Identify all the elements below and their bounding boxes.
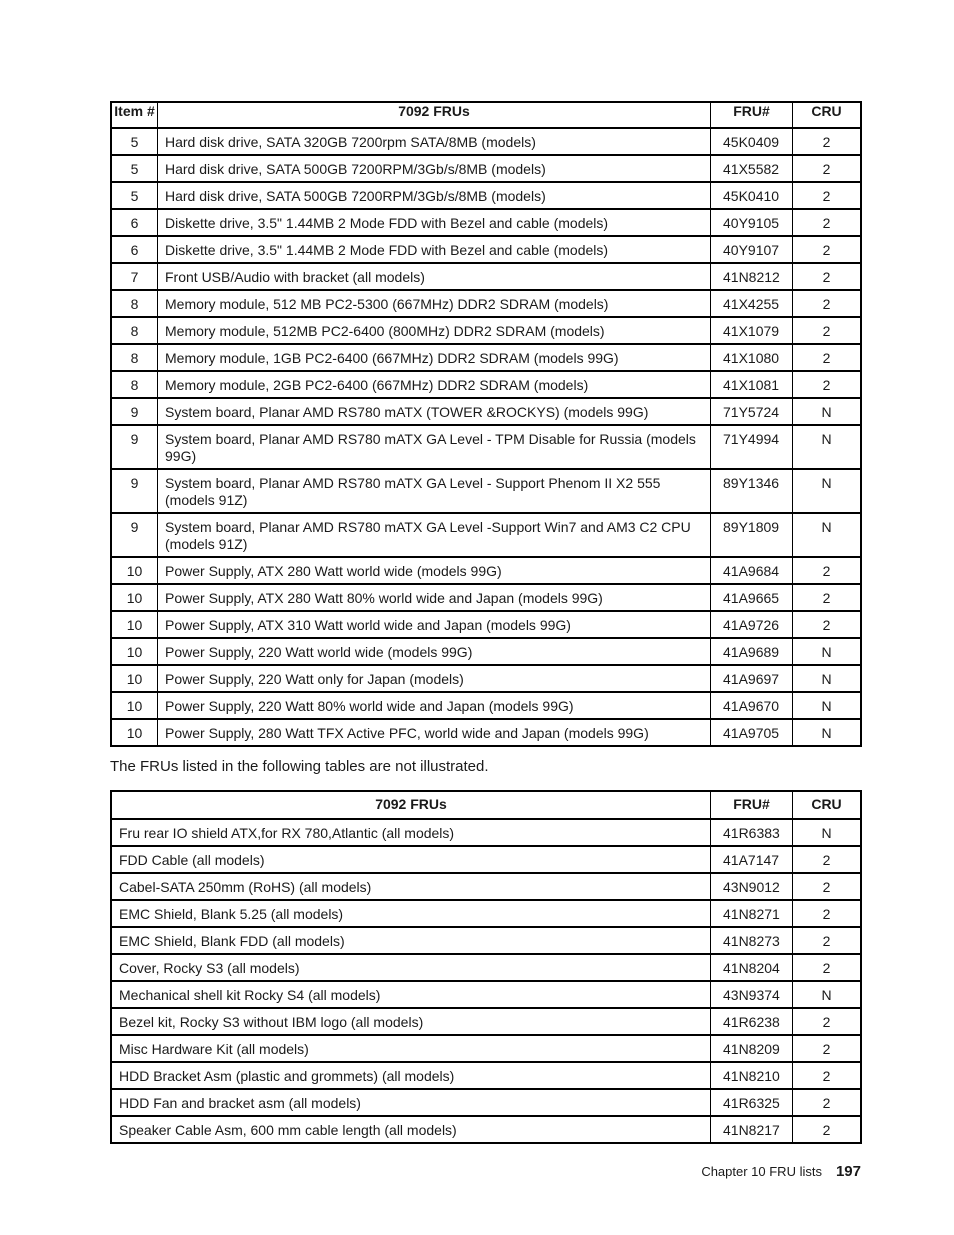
item-cell: 5 [111, 182, 158, 209]
fru-number-cell: 41X1079 [711, 317, 793, 344]
item-cell: 8 [111, 371, 158, 398]
item-cell: 10 [111, 665, 158, 692]
header-fru-number: FRU# [711, 791, 793, 819]
cru-cell: N [793, 638, 862, 665]
fru-number-cell: 41N8204 [711, 954, 793, 981]
cru-cell: 2 [793, 846, 862, 873]
description-cell: Memory module, 2GB PC2-6400 (667MHz) DDR2 SDRAM (models) [158, 371, 711, 398]
cru-cell: N [793, 692, 862, 719]
cru-cell: 2 [793, 584, 862, 611]
table-row [111, 155, 861, 182]
fru-number-cell: 89Y1346 [711, 469, 793, 513]
fru-number-cell: 41A7147 [711, 846, 793, 873]
fru-number-cell: 41N8217 [711, 1116, 793, 1143]
description-cell: EMC Shield, Blank FDD (all models) [111, 927, 711, 954]
table-row [111, 182, 861, 209]
item-cell: 6 [111, 236, 158, 263]
cru-cell: N [793, 425, 862, 469]
cru-cell: 2 [793, 927, 862, 954]
fru-table-illustrated [110, 101, 862, 747]
item-cell: 8 [111, 290, 158, 317]
item-cell: 5 [111, 128, 158, 155]
description-cell: Mechanical shell kit Rocky S4 (all models) [111, 981, 711, 1008]
table-row [111, 638, 861, 665]
cru-cell: 2 [793, 371, 862, 398]
table-row [111, 719, 861, 746]
fru-number-cell: 41X4255 [711, 290, 793, 317]
cru-cell: 2 [793, 1008, 862, 1035]
chapter-label: Chapter 10 FRU lists [701, 1164, 822, 1179]
item-cell: 5 [111, 155, 158, 182]
table-row [111, 513, 861, 557]
note-text: The FRUs listed in the following tables are not illustrated. [110, 758, 489, 775]
table-row [111, 398, 861, 425]
fru-number-cell: 45K0410 [711, 182, 793, 209]
description-cell: Diskette drive, 3.5" 1.44MB 2 Mode FDD with Bezel and cable (models) [158, 236, 711, 263]
cru-cell: 2 [793, 1089, 862, 1116]
cru-cell: 2 [793, 236, 862, 263]
description-cell: Speaker Cable Asm, 600 mm cable length (all models) [111, 1116, 711, 1143]
page-footer [701, 1163, 861, 1180]
fru-number-cell: 41N8212 [711, 263, 793, 290]
cru-cell: 2 [793, 611, 862, 638]
table-row [111, 236, 861, 263]
fru-number-cell: 41X1080 [711, 344, 793, 371]
fru-number-cell: 41A9697 [711, 665, 793, 692]
item-cell: 8 [111, 344, 158, 371]
table-row [111, 317, 861, 344]
table-row [111, 425, 861, 469]
item-cell: 10 [111, 719, 158, 746]
table-row [111, 344, 861, 371]
cru-cell: 2 [793, 155, 862, 182]
table-row [111, 371, 861, 398]
fru-number-cell: 41N8210 [711, 1062, 793, 1089]
cru-cell: 2 [793, 182, 862, 209]
cru-cell: 2 [793, 900, 862, 927]
description-cell: System board, Planar AMD RS780 mATX GA Level - Support Phenom II X2 555 (models 91Z) [158, 469, 711, 513]
description-cell: HDD Bracket Asm (plastic and grommets) (all models) [111, 1062, 711, 1089]
table-row [111, 900, 861, 927]
cru-cell: N [793, 981, 862, 1008]
description-cell: Power Supply, 220 Watt 80% world wide and Japan (models 99G) [158, 692, 711, 719]
fru-number-cell: 41A9665 [711, 584, 793, 611]
cru-cell: 2 [793, 128, 862, 155]
item-cell: 10 [111, 611, 158, 638]
item-cell: 10 [111, 584, 158, 611]
header-cru: CRU [793, 102, 862, 128]
table-row [111, 846, 861, 873]
header-frus: 7092 FRUs [158, 102, 711, 128]
table-row [111, 1062, 861, 1089]
fru-number-cell: 41X1081 [711, 371, 793, 398]
cru-cell: 2 [793, 954, 862, 981]
cru-cell: N [793, 819, 862, 846]
fru-number-cell: 41R6238 [711, 1008, 793, 1035]
table-row [111, 128, 861, 155]
table-row [111, 263, 861, 290]
header-frus: 7092 FRUs [111, 791, 711, 819]
cru-cell: 2 [793, 290, 862, 317]
fru-number-cell: 41X5582 [711, 155, 793, 182]
table-row [111, 954, 861, 981]
cru-cell: 2 [793, 873, 862, 900]
fru-number-cell: 41N8209 [711, 1035, 793, 1062]
cru-cell: N [793, 719, 862, 746]
fru-number-cell: 41A9670 [711, 692, 793, 719]
item-cell: 10 [111, 557, 158, 584]
description-cell: Bezel kit, Rocky S3 without IBM logo (all models) [111, 1008, 711, 1035]
table-row [111, 665, 861, 692]
cru-cell: N [793, 665, 862, 692]
description-cell: System board, Planar AMD RS780 mATX (TOWER &ROCKYS) (models 99G) [158, 398, 711, 425]
cru-cell: N [793, 398, 862, 425]
table-row [111, 692, 861, 719]
fru-number-cell: 71Y5724 [711, 398, 793, 425]
header-cru: CRU [793, 791, 862, 819]
description-cell: Memory module, 1GB PC2-6400 (667MHz) DDR2 SDRAM (models 99G) [158, 344, 711, 371]
table-row [111, 1089, 861, 1116]
fru-table-not-illustrated [110, 790, 862, 1144]
table-row [111, 557, 861, 584]
header-fru-number: FRU# [711, 102, 793, 128]
description-cell: Memory module, 512MB PC2-6400 (800MHz) DDR2 SDRAM (models) [158, 317, 711, 344]
cru-cell: 2 [793, 209, 862, 236]
fru-number-cell: 45K0409 [711, 128, 793, 155]
description-cell: Power Supply, ATX 280 Watt world wide (models 99G) [158, 557, 711, 584]
description-cell: FDD Cable (all models) [111, 846, 711, 873]
table-row [111, 290, 861, 317]
description-cell: Power Supply, 280 Watt TFX Active PFC, world wide and Japan (models 99G) [158, 719, 711, 746]
description-cell: Front USB/Audio with bracket (all models) [158, 263, 711, 290]
fru-number-cell: 41A9726 [711, 611, 793, 638]
description-cell: Cover, Rocky S3 (all models) [111, 954, 711, 981]
header-item: Item # [111, 102, 158, 128]
table-row [111, 584, 861, 611]
description-cell: Diskette drive, 3.5" 1.44MB 2 Mode FDD with Bezel and cable (models) [158, 209, 711, 236]
description-cell: Hard disk drive, SATA 500GB 7200RPM/3Gb/s/8MB (models) [158, 155, 711, 182]
fru-number-cell: 41R6383 [711, 819, 793, 846]
table-header-row [111, 791, 861, 819]
page-number: 197 [835, 1163, 861, 1180]
item-cell: 7 [111, 263, 158, 290]
fru-number-cell: 41N8271 [711, 900, 793, 927]
fru-number-cell: 41A9684 [711, 557, 793, 584]
description-cell: System board, Planar AMD RS780 mATX GA Level - TPM Disable for Russia (models 99G) [158, 425, 711, 469]
table-row [111, 209, 861, 236]
item-cell: 9 [111, 425, 158, 469]
fru-number-cell: 41A9705 [711, 719, 793, 746]
table-row [111, 819, 861, 846]
cru-cell: 2 [793, 1062, 862, 1089]
cru-cell: 2 [793, 317, 862, 344]
cru-cell: N [793, 513, 862, 557]
fru-number-cell: 41N8273 [711, 927, 793, 954]
table-row [111, 1116, 861, 1143]
table-row [111, 873, 861, 900]
item-cell: 9 [111, 469, 158, 513]
fru-number-cell: 40Y9105 [711, 209, 793, 236]
cru-cell: 2 [793, 344, 862, 371]
fru-number-cell: 41R6325 [711, 1089, 793, 1116]
description-cell: Misc Hardware Kit (all models) [111, 1035, 711, 1062]
item-cell: 9 [111, 513, 158, 557]
description-cell: System board, Planar AMD RS780 mATX GA Level -Support Win7 and AM3 C2 CPU (models 91Z) [158, 513, 711, 557]
description-cell: Hard disk drive, SATA 320GB 7200rpm SATA/8MB (models) [158, 128, 711, 155]
description-cell: Power Supply, ATX 280 Watt 80% world wide and Japan (models 99G) [158, 584, 711, 611]
item-cell: 8 [111, 317, 158, 344]
table-header-row [111, 102, 861, 128]
table-row [111, 469, 861, 513]
fru-number-cell: 43N9374 [711, 981, 793, 1008]
fru-number-cell: 71Y4994 [711, 425, 793, 469]
description-cell: Power Supply, 220 Watt world wide (models 99G) [158, 638, 711, 665]
table-row [111, 1008, 861, 1035]
fru-number-cell: 40Y9107 [711, 236, 793, 263]
cru-cell: 2 [793, 263, 862, 290]
cru-cell: N [793, 469, 862, 513]
description-cell: Hard disk drive, SATA 500GB 7200RPM/3Gb/s/8MB (models) [158, 182, 711, 209]
cru-cell: 2 [793, 1035, 862, 1062]
fru-number-cell: 41A9689 [711, 638, 793, 665]
fru-number-cell: 89Y1809 [711, 513, 793, 557]
description-cell: Memory module, 512 MB PC2-5300 (667MHz) DDR2 SDRAM (models) [158, 290, 711, 317]
table-row [111, 1035, 861, 1062]
table-row [111, 981, 861, 1008]
table-row [111, 927, 861, 954]
cru-cell: 2 [793, 1116, 862, 1143]
description-cell: EMC Shield, Blank 5.25 (all models) [111, 900, 711, 927]
cru-cell: 2 [793, 557, 862, 584]
item-cell: 10 [111, 692, 158, 719]
description-cell: HDD Fan and bracket asm (all models) [111, 1089, 711, 1116]
table-row [111, 611, 861, 638]
description-cell: Cabel-SATA 250mm (RoHS) (all models) [111, 873, 711, 900]
description-cell: Power Supply, ATX 310 Watt world wide and Japan (models 99G) [158, 611, 711, 638]
item-cell: 10 [111, 638, 158, 665]
description-cell: Power Supply, 220 Watt only for Japan (models) [158, 665, 711, 692]
description-cell: Fru rear IO shield ATX,for RX 780,Atlantic (all models) [111, 819, 711, 846]
item-cell: 9 [111, 398, 158, 425]
item-cell: 6 [111, 209, 158, 236]
fru-number-cell: 43N9012 [711, 873, 793, 900]
